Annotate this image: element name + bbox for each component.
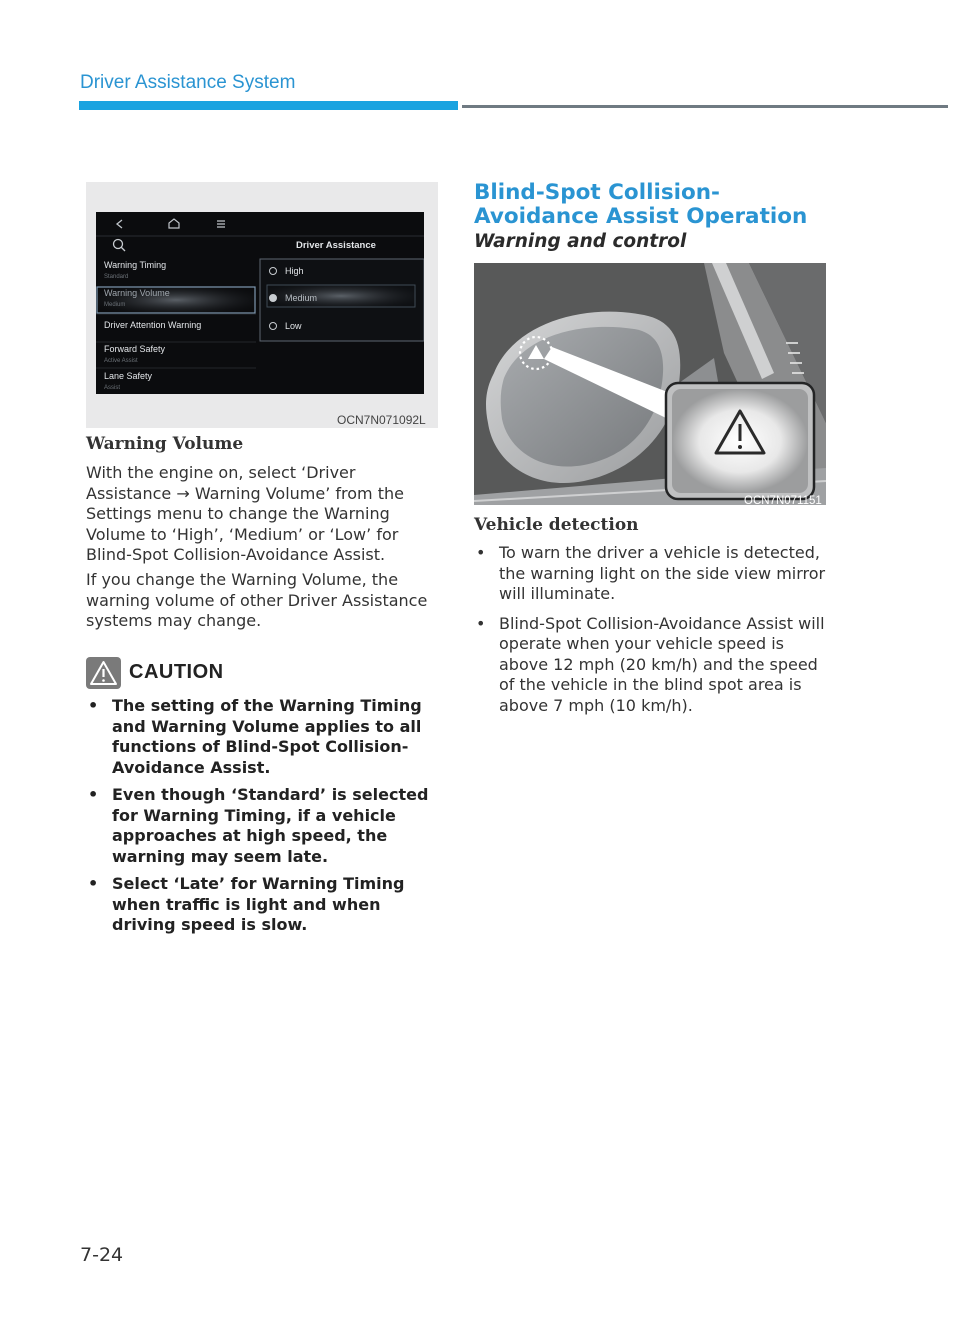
vehicle-detection-item: • To warn the driver a vehicle is detected, the warning light on the side view mirror will illuminate. (474, 543, 826, 605)
caution-label: CAUTION (129, 661, 224, 683)
caution-item: • The setting of the Warning Timing and Warning Volume applies to all functions of Blind-Spot Collision-Avoidance Assist. (86, 696, 442, 778)
section-title: Blind-Spot Collision-Avoidance Assist Operation (474, 180, 808, 229)
header-rule-gray (462, 105, 948, 108)
header-rule-blue (79, 101, 458, 110)
section-subtitle: Warning and control (474, 231, 687, 252)
infotainment-screen (96, 212, 424, 394)
option-label: High (285, 266, 304, 276)
caution-item: • Even though ‘Standard’ is selected for Warning Timing, if a vehicle approaches at high speed, the warning may seem late. (86, 785, 442, 867)
radio-icon (270, 295, 277, 302)
vehicle-detection-heading: Vehicle detection (474, 515, 639, 535)
warning-volume-paragraph: With the engine on, select ‘Driver Assistance → Warning Volume’ from the Settings menu to change the Warning Volume to ‘High’, ‘Medium’ or ‘Low’ for Blind-Spot Collision-Avoidance Assist. (86, 463, 404, 564)
figure-code: OCN7N071151 (744, 495, 822, 505)
screen-title: Driver Assistance (296, 240, 376, 251)
warning-volume-paragraph: If you change the Warning Volume, the warning volume of other Driver Assistance systems may change. (86, 570, 428, 630)
side-mirror-figure (474, 263, 826, 505)
vehicle-detection-item: • Blind-Spot Collision-Avoidance Assist will operate when your vehicle speed is above 12 mph (20 km/h) and the speed of the vehicle in the blind spot area is above 7 mph (10 km/h). (474, 614, 826, 717)
warning-triangle-icon (86, 657, 121, 689)
menu-item-sub: Medium (104, 302, 126, 308)
caution-item: • Select ‘Late’ for Warning Timing when traffic is light and when driving speed is slow. (86, 874, 442, 936)
caution-list (86, 696, 442, 943)
menu-item-label: Warning Volume (104, 288, 170, 298)
vehicle-detection-list (474, 543, 826, 725)
option-label: Medium (285, 293, 318, 303)
page-header-title: Driver Assistance System (80, 72, 296, 93)
menu-item-label: Warning Timing (104, 260, 167, 270)
menu-item-sub: Assist (104, 385, 121, 391)
menu-item-sub: Active Assist (104, 358, 138, 364)
menu-item-label: Driver Attention Warning (104, 320, 202, 330)
option-label: Low (285, 321, 302, 331)
page-number: 7-24 (80, 1244, 124, 1266)
menu-item-sub: Standard (104, 274, 129, 280)
figure-code: OCN7N071092L (337, 413, 426, 427)
menu-item-label: Lane Safety (104, 371, 153, 381)
settings-screen-figure (86, 182, 438, 428)
warning-volume-heading: Warning Volume (86, 434, 244, 454)
menu-item-label: Forward Safety (104, 344, 166, 354)
